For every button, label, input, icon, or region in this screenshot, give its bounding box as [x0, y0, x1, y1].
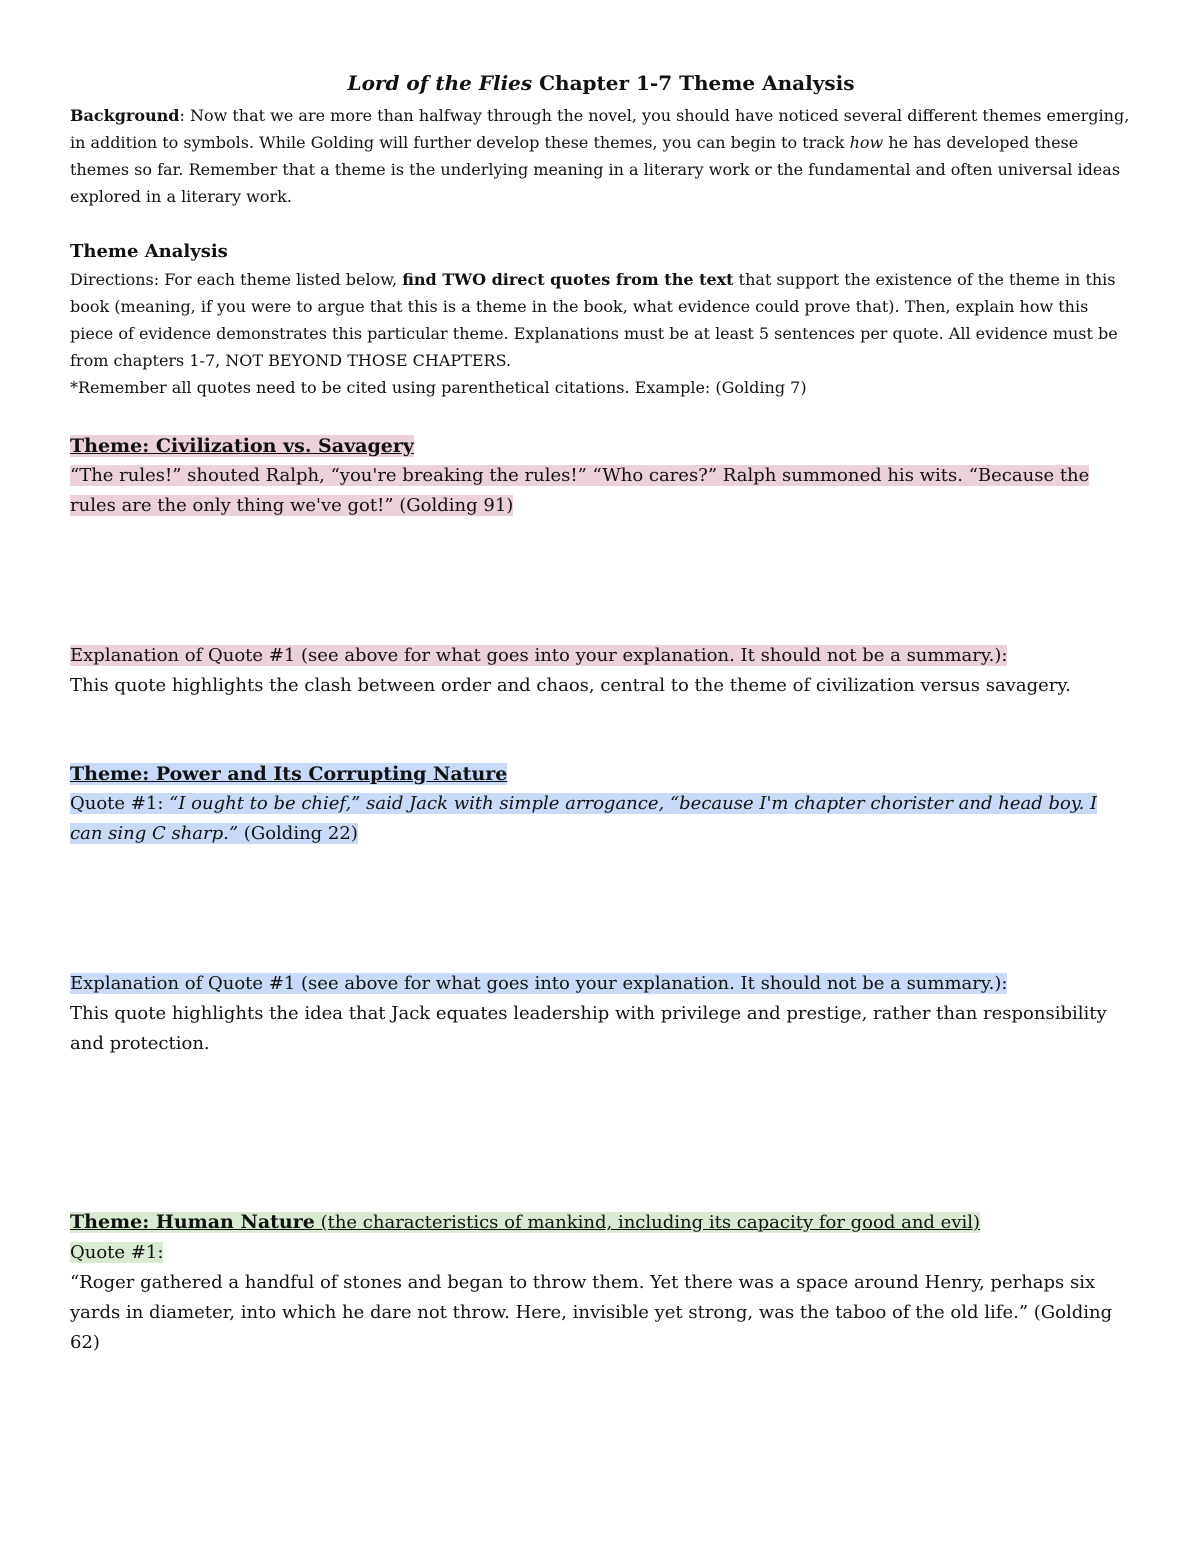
- theme-heading-human-nature: Theme: Human Nature: [70, 1211, 315, 1233]
- title-book-name: Lord of the Flies: [347, 71, 533, 95]
- title-rest: Chapter 1-7 Theme Analysis: [532, 71, 855, 95]
- explanation-civilization: This quote highlights the clash between order and chaos, central to the theme of civilization versus savagery.: [70, 675, 1071, 696]
- theme-block-human-nature: [70, 1207, 1132, 1358]
- quote-power: [70, 793, 1097, 844]
- background-text-after: he has developed these themes so far. Remember that a theme is the underlying meaning in a literary work or the fundamental and often universal ideas explored in a literary work.: [70, 133, 1121, 206]
- quote-label-power: Quote #1:: [70, 793, 170, 814]
- theme-heading-power: Theme: Power and Its Corrupting Nature: [70, 763, 508, 785]
- quote-civilization: “The rules!” shouted Ralph, “you're breaking the rules!” “Who cares?” Ralph summoned his wits. “Because the rules are the only thing we've got!” (Golding 91): [70, 465, 1090, 516]
- directions-after: that support the existence of the theme in this book (meaning, if you were to argue that this is a theme in the book, what evidence could prove that). Then, explain how this piece of evidence demonstrates this particular theme. Explanations must be at least 5 sentences per quote. All evidence must be from chapters 1-7, NOT BEYOND THOSE CHAPTERS.: [70, 270, 1118, 370]
- directions-bold: find TWO direct quotes from the text: [402, 270, 734, 289]
- explanation-label-power: Explanation of Quote #1 (see above for what goes into your explanation. It should not be a summary.):: [70, 973, 1008, 994]
- quote-text-power: “I ought to be chief,” said Jack with simple arrogance, “because I'm chapter chorister and head boy. I can sing C sharp.”: [70, 793, 1098, 844]
- theme-analysis-heading: Theme Analysis: [70, 241, 228, 262]
- theme-subheading-human-nature: (the characteristics of mankind, including its capacity for good and evil): [314, 1212, 981, 1233]
- explanation-power: This quote highlights the idea that Jack equates leadership with privilege and prestige, rather than responsibility and protection.: [70, 1003, 1107, 1054]
- page-title: [70, 68, 1132, 98]
- background-text: : Now that we are more than halfway through the novel, you should have noticed several different themes emerging, in addition to symbols. While Golding will further develop these themes, you can begin to track: [70, 106, 1130, 152]
- directions-paragraph: [70, 266, 1132, 374]
- theme-heading-human-nature-wrap: [70, 1212, 980, 1233]
- quote-label-human-nature: Quote #1:: [70, 1242, 164, 1263]
- quote-human-nature: “Roger gathered a handful of stones and began to throw them. Yet there was a space around Henry, perhaps six yards in diameter, into which he dare not throw. Here, invisible yet strong, was the taboo of the old life.” (Golding 62): [70, 1272, 1113, 1353]
- theme-block-civilization: [70, 431, 1132, 701]
- background-label: Background: [70, 106, 180, 125]
- quote-citation-power: (Golding 22): [238, 823, 358, 844]
- document-page: [70, 68, 1132, 1358]
- theme-heading-civilization: Theme: Civilization vs. Savagery: [70, 435, 414, 457]
- background-paragraph: [70, 102, 1132, 210]
- background-italic-word: how: [849, 133, 884, 152]
- directions-before: Directions: For each theme listed below,: [70, 270, 403, 289]
- citation-note: *Remember all quotes need to be cited using parenthetical citations. Example: (Golding 7): [70, 378, 807, 397]
- explanation-label-civilization: Explanation of Quote #1 (see above for what goes into your explanation. It should not be a summary.):: [70, 645, 1008, 666]
- theme-block-power: [70, 759, 1132, 1059]
